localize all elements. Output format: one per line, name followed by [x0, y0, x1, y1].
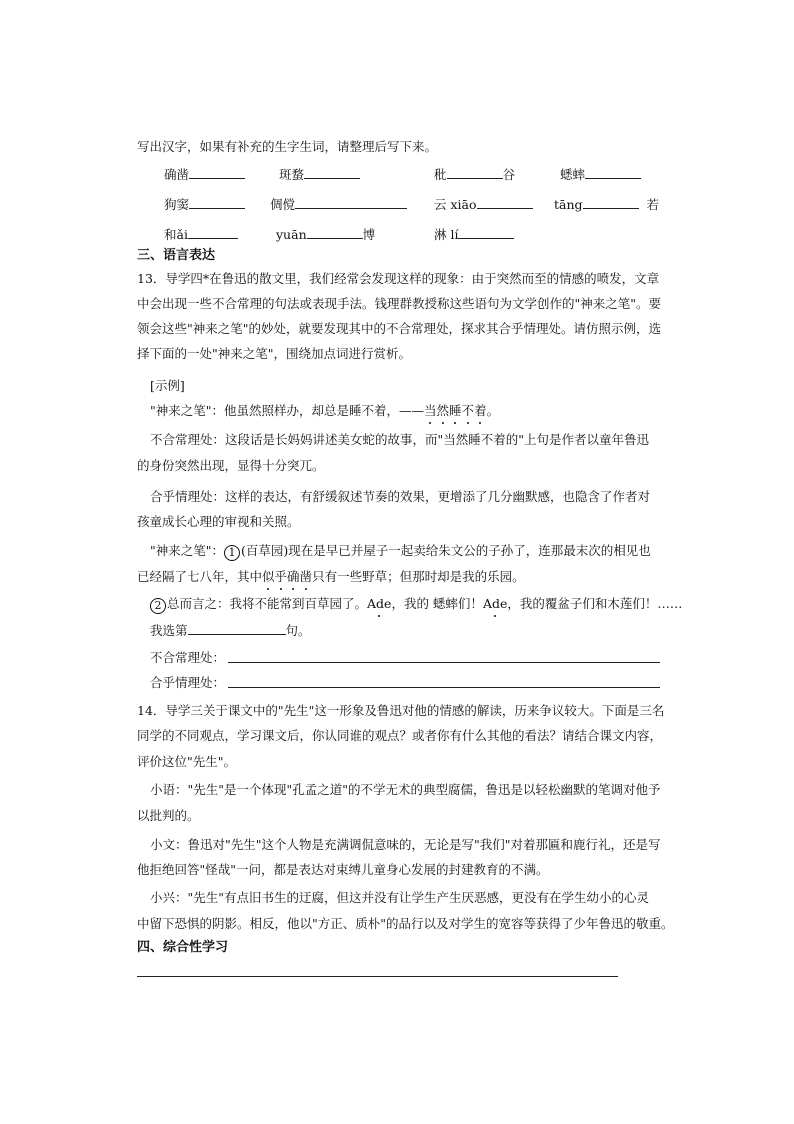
vocab-item: 倜傥: [270, 196, 407, 213]
dotted-word: Ade: [367, 596, 392, 611]
q13-line: 择下面的一处"神来之笔"，围绕加点词进行赏析。: [137, 346, 411, 361]
circled-number: 2: [150, 598, 166, 614]
opinion-xiaoxing: 中留下恐惧的阴影。相反，他以"方正、质朴"的品行以及对学生的宽容等获得了少年鲁迅的敬重。: [137, 916, 674, 931]
answer-label-unreasonable: 不合常理处：: [150, 650, 226, 665]
vocab-item: 和ǎi: [164, 226, 238, 243]
answer-line[interactable]: [137, 976, 618, 977]
example-label: [示例]: [150, 378, 185, 393]
example-reasonable: 孩童成长心理的审视和关照。: [137, 514, 300, 529]
circled-number: 1: [224, 545, 240, 561]
dotted-char: 乎: [274, 569, 288, 584]
choose-line: 我选第 句。: [150, 623, 311, 638]
example-line: "神来之笔"：他虽然照样办，却总是睡不着，——当然睡不着。: [150, 403, 500, 418]
vocab-item: 斑蝥: [279, 166, 360, 183]
answer-label-reasonable: 合乎情理处：: [150, 675, 226, 690]
vocab-item: 确凿: [164, 166, 245, 183]
dotted-char: 不: [461, 403, 475, 418]
q14-line: 同学的不同观点，学习课文后，你认同谁的观点？或者你有什么其他的看法？请结合课文内容，: [137, 728, 663, 743]
vocab-item: 云 xiāo: [434, 196, 533, 213]
opinion-xiaowen: 小文：鲁迅对"先生"这个人物是充满调侃意味的，无论是写"我们"对着那匾和鹿行礼，还是写: [150, 837, 661, 852]
item-1-line: 已经隔了七八年，其中似乎确凿只有一些野草；但那时却是我的乐园。: [137, 569, 525, 584]
vocab-item: yuān 博: [276, 227, 376, 242]
answer-line[interactable]: [228, 687, 660, 688]
dotted-char: 似: [262, 569, 275, 584]
answer-line[interactable]: [228, 662, 660, 663]
vocab-instruction: 写出汉字，如果有补充的生字生词，请整理后写下来。: [137, 139, 438, 154]
dotted-char: 然: [436, 403, 450, 418]
opinion-xiaoxing: 小兴："先生"有点旧书生的迂腐，但这并没有让学生产生厌恶感，更没有在学生幼小的心灵: [150, 890, 650, 905]
opinion-xiaowen: 他拒绝回答"怪哉"一问，都是表达对束缚儿童身心发展的封建教育的不满。: [137, 862, 549, 877]
item-2-line: 2 总而言之：我将不能常到百草园了。Ade，我的 蟋蟀们！Ade，我的覆盆子们和木莲们！……: [150, 596, 682, 614]
q14-line: 评价这位"先生"。: [137, 754, 236, 769]
vocab-item: 狗窦: [164, 196, 245, 213]
dotted-char: 当: [424, 403, 437, 418]
example-reasonable: 合乎情理处：这样的表达，有舒缓叙述节奏的效果，更增添了几分幽默感，也隐含了作者对: [150, 489, 651, 504]
dotted-char: 凿: [299, 569, 313, 584]
example-unreasonable: 不合常理处：这段话是长妈妈讲述美女蛇的故事，而"当然睡不着的"上句是作者以童年鲁迅: [150, 432, 650, 447]
answer-blank[interactable]: [188, 622, 286, 635]
item-1-line: "神来之笔"： 1 (百草园)现在是早已并屋子一起卖给朱文公的子孙了，连那最末次的相见也: [150, 543, 651, 559]
q13-line: 领会这些"神来之笔"的妙处，就要发现其中的不合常理处，探求其合乎情理处。请仿照示例，选: [137, 321, 662, 336]
vocab-item: tāng 若: [554, 197, 660, 212]
opinion-xiaoyu: 小语："先生"是一个体现"孔孟之道"的不学无术的典型腐儒，鲁迅是以轻松幽默的笔调对他予: [150, 782, 661, 797]
q13-line: 中会出现一些不合常理的句法或表现手法。钱理群教授称这些语句为文学创作的"神来之笔"。要: [137, 296, 662, 311]
section-heading-3: 三、语言表达: [137, 248, 216, 263]
dotted-char: 确: [287, 569, 300, 584]
dotted-word: Ade: [482, 596, 508, 611]
dotted-char: 睡: [449, 403, 462, 418]
vocab-item: 蟋蟀: [560, 166, 641, 183]
vocab-item: 秕 谷: [434, 167, 516, 182]
section-heading-4: 四、综合性学习: [137, 940, 229, 955]
q14-line: 14．导学三关于课文中的"先生"这一形象及鲁迅对他的情感的解读，历来争议较大。下面是三名: [137, 703, 665, 718]
q13-line: 13．导学四*在鲁迅的散文里，我们经常会发现这样的现象：由于突然而至的情感的喷发，文章: [137, 271, 660, 286]
vocab-item: 淋 lí: [434, 226, 514, 243]
example-unreasonable: 的身份突然出现，显得十分突兀。: [137, 458, 325, 473]
dotted-char: 着: [474, 403, 487, 418]
opinion-xiaoyu: 以批判的。: [137, 808, 200, 823]
